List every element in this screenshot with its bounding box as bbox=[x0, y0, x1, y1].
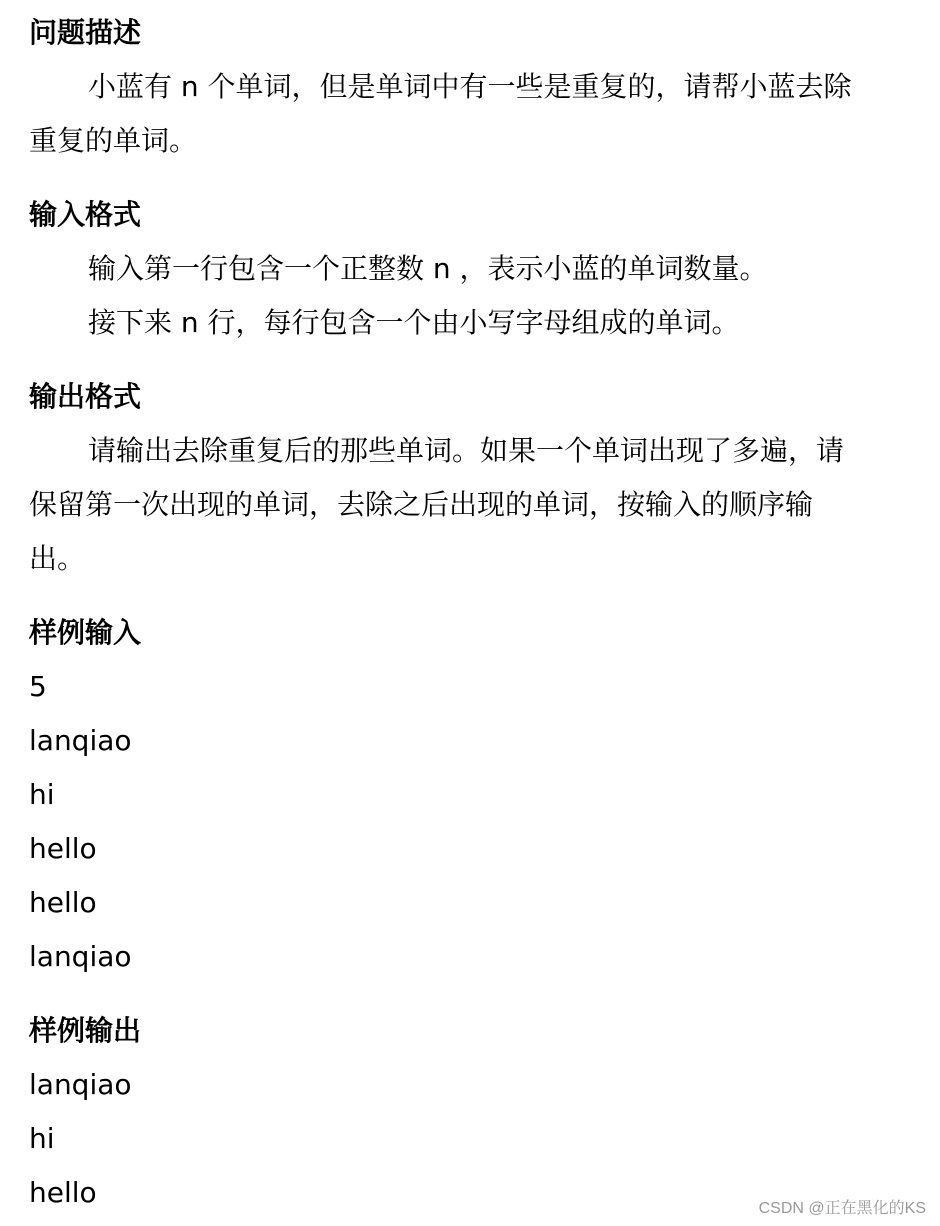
output-format-line: 请输出去除重复后的那些单词。如果一个单词出现了多遍，请 bbox=[88, 434, 845, 467]
sample-input-line: hi bbox=[29, 778, 55, 811]
watermark: CSDN @正在黑化的KS bbox=[758, 1200, 926, 1217]
problem-text-line: 重复的单词。 bbox=[29, 124, 198, 157]
sample-input-line: lanqiao bbox=[29, 724, 132, 757]
sample-output-heading: 样例输出 bbox=[29, 1014, 142, 1047]
output-format-line: 出。 bbox=[29, 542, 86, 575]
output-format-line: 保留第一次出现的单词，去除之后出现的单词，按输入的顺序输 bbox=[29, 488, 814, 521]
sample-output-line: hi bbox=[29, 1122, 55, 1155]
sample-input-line: hello bbox=[29, 886, 97, 919]
sample-input-line: hello bbox=[29, 832, 97, 865]
output-format-heading: 输出格式 bbox=[29, 380, 142, 413]
input-format-line: 接下来 n 行，每行包含一个由小写字母组成的单词。 bbox=[88, 306, 740, 339]
problem-text-line: 小蓝有 n 个单词，但是单词中有一些是重复的，请帮小蓝去除 bbox=[88, 70, 852, 103]
sample-input-heading: 样例输入 bbox=[29, 616, 142, 649]
problem-document bbox=[29, 6, 920, 1220]
sample-input-line: lanqiao bbox=[29, 940, 132, 973]
sample-output-line: lanqiao bbox=[29, 1068, 132, 1101]
problem-description-heading: 问题描述 bbox=[29, 16, 142, 49]
sample-output-line: hello bbox=[29, 1176, 97, 1209]
input-format-line: 输入第一行包含一个正整数 n ，表示小蓝的单词数量。 bbox=[88, 252, 768, 285]
sample-input-line: 5 bbox=[29, 670, 47, 703]
input-format-heading: 输入格式 bbox=[29, 198, 142, 231]
